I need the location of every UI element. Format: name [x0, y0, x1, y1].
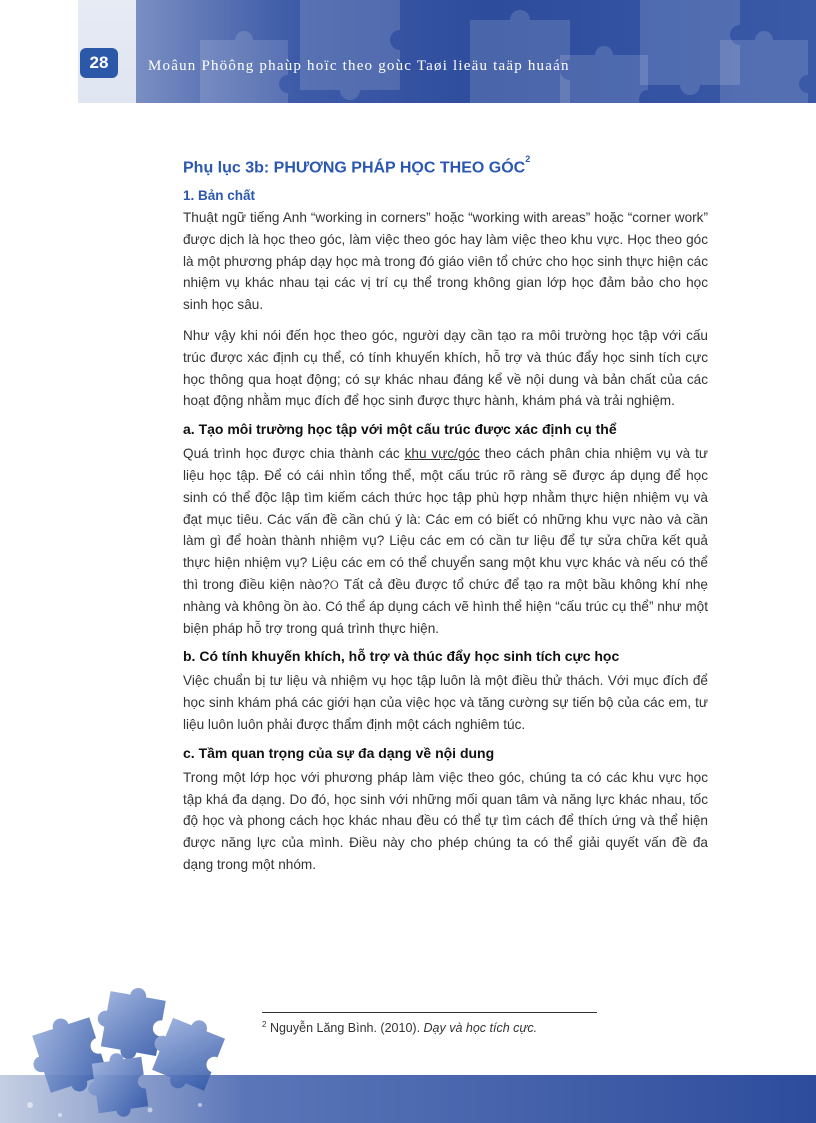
footnote-divider — [262, 1012, 597, 1013]
a-underlined-term: khu vực/góc — [404, 446, 480, 462]
puzzle-pieces-decoration — [0, 955, 240, 1123]
appendix-title: Phụ lục 3b: PHƯƠNG PHÁP HỌC THEO GÓC — [183, 159, 526, 177]
subsection-b-paragraph: Việc chuẩn bị tư liệu và nhiệm vụ học tập luôn là một điều thử thách. Với mục đích để học sinh khám phá các giới hạn của việc học và tăng cường sự tiến bộ của các em, tư liệu luôn luôn phải được thẩm định một cách nghiêm túc. — [183, 673, 708, 732]
page-content — [183, 150, 708, 885]
subsection-c-title: c. Tầm quan trọng của sự đa dạng về nội dung — [183, 744, 495, 761]
a-text-before: Quá trình học được chia thành các — [183, 446, 405, 462]
nature-paragraph-2: Như vậy khi nói đến học theo góc, người dạy cần tạo ra môi trường học tập với cấu trúc được xác định cụ thể, có tính khuyến khích, hỗ trợ và thúc đẩy học sinh tích cực học thông qua hoạt động; có sự khác nhau đáng kể về nội dung và bản chất của các hoạt động nhằm mục đích để học sinh được thực hành, khám phá và trải nghiệm. — [183, 327, 708, 409]
subsection-a-title: a. Tạo môi trường học tập với một cấu trúc được xác định cụ thể — [183, 421, 617, 438]
appendix-heading — [183, 154, 708, 196]
footnote-title: Dạy và học tích cực. — [423, 1021, 538, 1036]
section-nature-title: 1. Bản chất — [183, 188, 256, 203]
footnote-number: 2 — [262, 1020, 267, 1029]
footnote-ref: 2 — [525, 154, 531, 164]
module-title: Moâun Phöông phaùp hoïc theo goùc Taøi lieäu taäp huaán — [148, 58, 570, 74]
subsection-a-paragraph — [183, 443, 708, 639]
nature-paragraph-1: Thuật ngữ tiếng Anh “working in corners” hoặc “working with areas” hoặc “corner work” được dịch là học theo góc, làm việc theo góc hay làm việc theo khu vực. Học theo góc là một phương pháp dạy học mà trong đó giáo viên tổ chức cho học sinh thực hiện các nhiệm vụ khác nhau tại các vị trí cụ thể trong không gian lớp học đảm bảo cho học sinh học sâu. — [183, 210, 708, 313]
page-header — [0, 0, 816, 103]
subsection-c-paragraph: Trong một lớp học với phương pháp làm việc theo góc, chúng ta có các khu vực học tập khá đa dạng. Do đó, học sinh với những mối quan tâm và năng lực khác nhau, tốc độ học và phong cách học khác nhau đều có thể tự tìm cách để thích ứng và thể hiện được năng lực của mình. Điều này cho phép chúng ta có thể giải quyết vấn đề đa dạng trong một nhóm. — [183, 769, 708, 872]
subsection-b-title: b. Có tính khuyến khích, hỗ trợ và thúc đẩy học sinh tích cực học — [183, 648, 620, 665]
footnote-author: Nguyễn Lăng Bình. (2010). — [269, 1021, 421, 1036]
footnote — [262, 1020, 537, 1035]
page-number-badge: 28 — [80, 48, 118, 78]
a-text-after: theo cách phân chia nhiệm vụ và tư liệu học tập. Để có cái nhìn tổng thể, một cấu trúc rõ ràng sẽ được áp dụng để học sinh có thể độc lập tìm kiếm cách thức học tập phù hợp nhằm thực hiện nhiệm vụ và đạt mục tiêu. Các vấn đề cần chú ý là: Các em có biết có những khu vực nào và cần làm gì để hoàn thành nhiệm vụ? Liệu các em có cần tư liệu để tự sửa chữa kết quả thực hiện nhiệm vụ? Liệu các em có thể chuyển sang một khu vực khác và nếu có thể thì trong điều kiện nào?ଠ Tất cả đều được tổ chức để tạo ra một bầu không khí nhẹ nhàng và không ồn ào. Có thể áp dụng cách vẽ hình thể hiện “cấu trúc cụ thể” như một biện pháp hỗ trợ trong quá trình thực hiện. — [183, 446, 708, 636]
